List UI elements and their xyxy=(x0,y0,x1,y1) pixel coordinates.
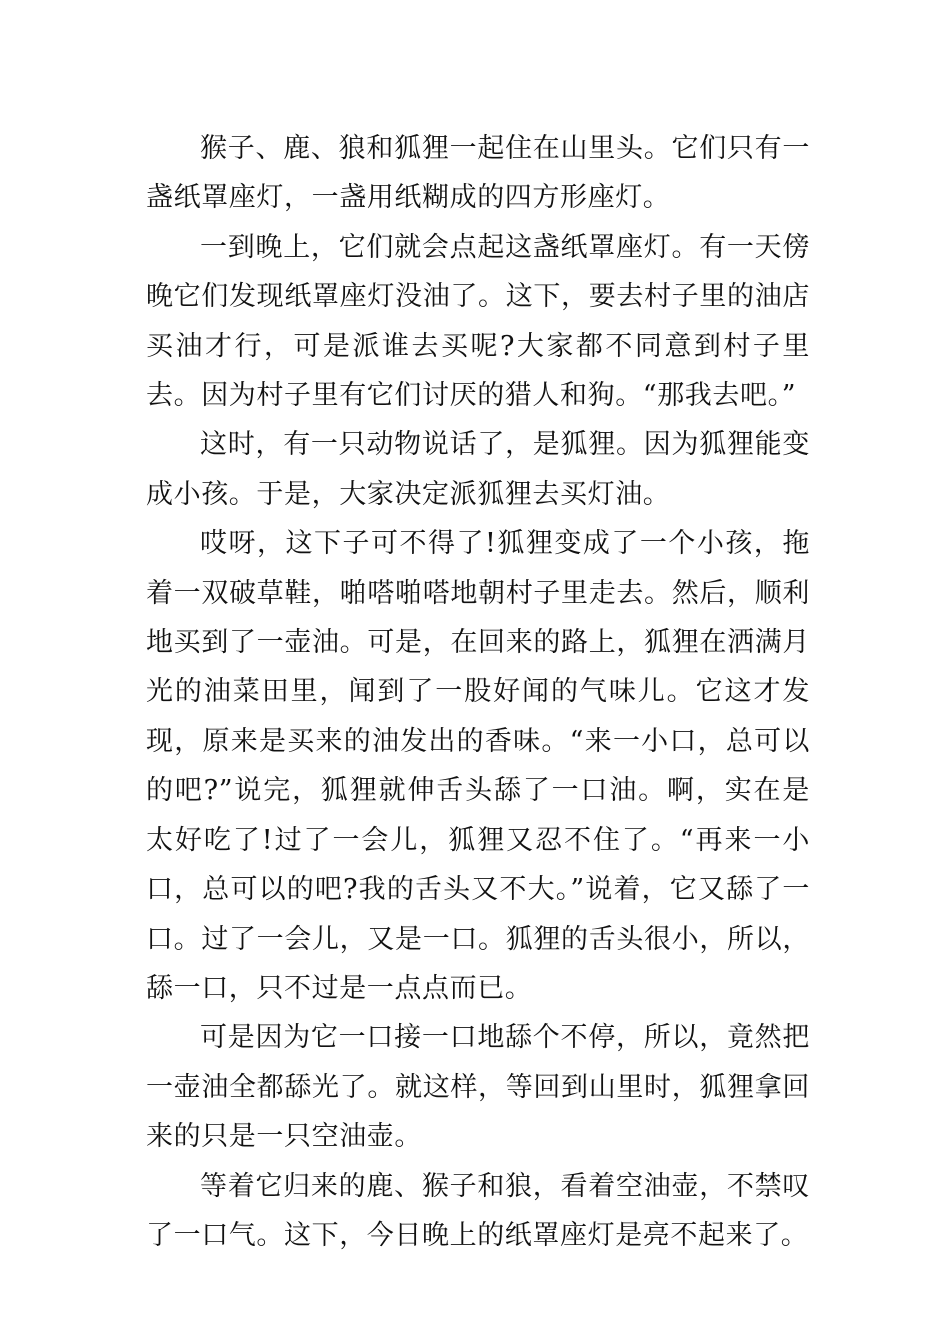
paragraph-3: 这时，有一只动物说话了，是狐狸。因为狐狸能变成小孩。于是，大家决定派狐狸去买灯油。 xyxy=(146,429,810,510)
paragraph-2: 一到晚上，它们就会点起这盏纸罩座灯。有一天傍晚它们发现纸罩座灯没油了。这下，要去村子里的油店买油才行，可是派谁去买呢?大家都不同意到村子里去。因为村子里有它们讨厌的猎人和狗。“那我去吧。” xyxy=(146,231,810,412)
paragraph-4: 哎呀，这下子可不得了!狐狸变成了一个小孩，拖着一双破草鞋，啪嗒啪嗒地朝村子里走去。然后，顺利地买到了一壶油。可是，在回来的路上，狐狸在洒满月光的油菜田里，闻到了一股好闻的气味儿。它这才发现，原来是买来的油发出的香味。“来一小口，总可以的吧?”说完，狐狸就伸舌头舔了一口油。啊，实在是太好吃了!过了一会儿，狐狸又忍不住了。“再来一小口，总可以的吧?我的舌头又不大。”说着，它又舔了一口。过了一会儿，又是一口。狐狸的舌头很小，所以，舔一口，只不过是一点点而已。 xyxy=(146,528,810,1004)
paragraph-5: 可是因为它一口接一口地舔个不停，所以，竟然把一壶油全都舔光了。就这样，等回到山里时，狐狸拿回来的只是一只空油壶。 xyxy=(146,1022,810,1153)
paragraph-6: 等着它归来的鹿、猴子和狼，看着空油壶，不禁叹了一口气。这下，今日晚上的纸罩座灯是亮不起来了。 xyxy=(146,1170,810,1251)
paragraph-1: 猴子、鹿、狼和狐狸一起住在山里头。它们只有一盏纸罩座灯，一盏用纸糊成的四方形座灯。 xyxy=(146,133,810,214)
story-text xyxy=(146,124,810,1260)
